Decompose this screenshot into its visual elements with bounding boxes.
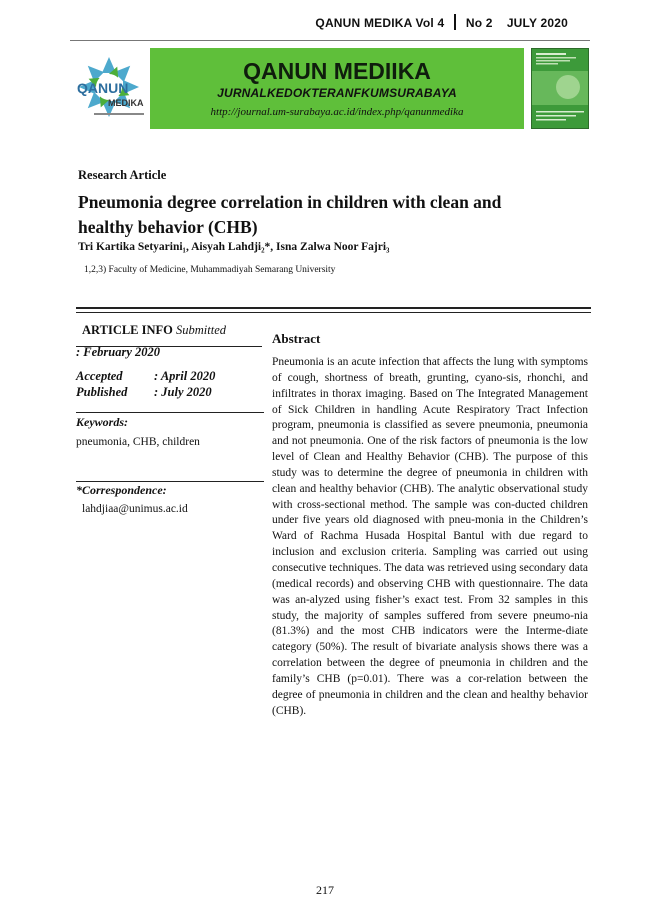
- journal-cover-thumbnail: [531, 48, 589, 129]
- keywords-label: Keywords:: [76, 415, 128, 429]
- submitted-label: Submitted: [176, 323, 227, 337]
- section-rule-thin: [76, 312, 591, 313]
- published-label: Published: [76, 385, 128, 399]
- abstract-heading: Abstract: [272, 331, 321, 346]
- article-title: Pneumonia degree correlation in children with clean and healthy behavior (CHB): [78, 192, 502, 237]
- author-list: Tri Kartika Setyarini₁, Aisyah Lahdji₂*, Isna Zalwa Noor Fajri₃: [78, 241, 390, 253]
- article-type: Research Article: [78, 168, 167, 182]
- running-header-issue: No 2: [465, 16, 493, 30]
- running-header-journal: QANUN MEDIKA Vol 4: [315, 16, 445, 30]
- running-header-date: JULY 2020: [506, 16, 568, 30]
- qanun-medika-logo: [72, 53, 147, 127]
- correspondence-email[interactable]: lahdjiaa@unimus.ac.id: [82, 503, 188, 515]
- header-separator: [454, 14, 456, 30]
- abstract-body: Pneumonia is an acute infection that affects the lung with symptoms of cough, shortness of breath, grunting, cyano-sis, rhonchi, and infiltrates in thorax imaging. Based on The Integrated Management of Sick Children in handling Acute Respiratory Tract Infection program, pneumonia is classified as severe pneumonia, pneumonia and not pneumonia. One of the risk factors of pneumonia is the low level of Clean and Healthy Behavior (CHB). The purpose of this study was to determine the degree of pneumonia in children with clean and healthy behavior (CHB). The analytic observational study with cross-sectional method. The sample was con-ducted children under five years old diagnosed with pneu-monia in the Children’s Ward of Rachma Husada Hospital Bantul with due regard to inclusion and exclusion criteria. Sampling was carried out using consecutive techniques. The data was retrieved using secondary data (medical records) and observing CHB with questionnaire. The data was an-alyzed using fisher’s exact test. From 32 samples in this study, the majority of samples suffered from severe pneumo-nia (81.3%) and the most CHB indicators were the Interme-diate category (50%). The result of bivariate analysis shows there was a correlation between the degree of pneumonia in children and the family’s CHB (p=0.01). There was a cor-relation between the degree of pneumonia in children and the clean and healthy behavior (CHB).: [272, 356, 588, 717]
- journal-url[interactable]: http://journal.um-surabaya.ac.id/index.php/qanunmedika: [210, 106, 464, 118]
- journal-name: QANUN MEDIIKA: [243, 58, 431, 84]
- published-date: : July 2020: [154, 385, 212, 399]
- article-info-heading: [82, 323, 226, 338]
- journal-subtitle: JURNALKEDOKTERANFKUMSURABAYA: [217, 86, 457, 100]
- svg-text:MEDIKA: MEDIKA: [108, 98, 144, 108]
- svg-text:QANUN: QANUN: [77, 80, 129, 96]
- page-number: 217: [316, 883, 334, 897]
- correspondence-rule: [76, 481, 264, 482]
- running-header: [315, 14, 568, 30]
- submitted-date: : February 2020: [76, 345, 161, 359]
- journal-banner: [72, 48, 591, 131]
- correspondence-label: *Correspondence:: [76, 483, 167, 497]
- journal-title-box: [150, 48, 524, 129]
- section-rule-thick: [76, 307, 591, 309]
- article-info-title: ARTICLE INFO: [82, 323, 173, 337]
- accepted-label: Accepted: [76, 369, 123, 383]
- accepted-date: : April 2020: [154, 369, 216, 383]
- keywords-list: pneumonia, CHB, children: [76, 436, 200, 448]
- published-row: [76, 385, 212, 400]
- keywords-rule: [76, 412, 264, 413]
- author-affiliation: 1,2,3) Faculty of Medicine, Muhammadiyah Semarang University: [84, 265, 336, 275]
- accepted-row: [76, 369, 215, 384]
- top-rule: [70, 40, 590, 41]
